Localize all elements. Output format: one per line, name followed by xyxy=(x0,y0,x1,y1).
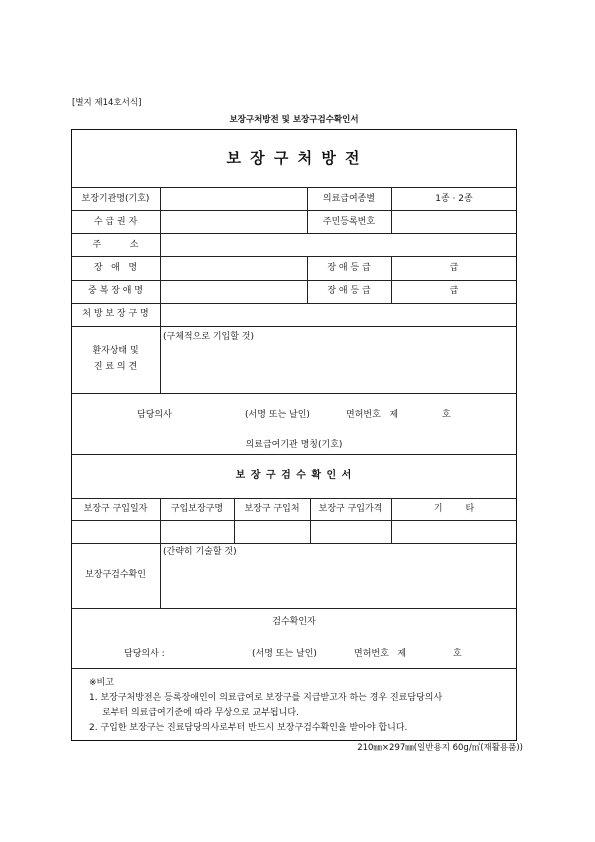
notes-item2: 2. 구입한 보장구는 진료담당의사로부터 반드시 보장구검수확인을 받아야 합니다. xyxy=(89,723,408,733)
header-device-name: 구입보장구명 xyxy=(170,504,224,514)
institution-label: 보장기관명(기호) xyxy=(81,194,150,204)
inspection-license-label: 면허번호 제 xyxy=(354,649,407,659)
confirm-note: (간략히 기술할 것) xyxy=(163,547,237,557)
institution-name-label: 의료급여기관 명칭(기호) xyxy=(245,440,343,450)
condition-label-1: 환자상태 및 xyxy=(92,346,139,356)
confirm-label: 보장구검수확인 xyxy=(85,570,146,580)
device-name-label: 처 방 보 장 구 명 xyxy=(82,309,149,319)
notes-item1-line2: 로부터 의료급여기준에 따라 무상으로 교부됩니다. xyxy=(102,708,299,718)
paper-size-footer: 210㎜×297㎜(일반용지 60g/㎡(재활용품)) xyxy=(357,743,523,753)
prescription-title: 보 장 구 처 방 전 xyxy=(226,149,362,167)
inspection-sign-note: (서명 또는 날인) xyxy=(252,649,317,659)
document-title: 보장구처방전 및 보장구검수확인서 xyxy=(229,115,359,125)
header-purchase-place: 보장구 구입처 xyxy=(244,504,300,514)
form-number: [별지 제14호서식] xyxy=(72,98,142,108)
grade-value-2: 급 xyxy=(449,286,459,296)
inspection-license-suffix: 호 xyxy=(453,649,462,659)
grade-label-1: 장 애 등 급 xyxy=(327,263,371,273)
recipient-label: 수 급 권 자 xyxy=(93,217,138,227)
notes-heading: ※비고 xyxy=(89,678,114,688)
resident-no-label: 주민등록번호 xyxy=(322,217,376,227)
license-label: 면허번호 제 xyxy=(346,410,399,420)
license-suffix: 호 xyxy=(442,410,451,420)
address-label: 주 소 xyxy=(92,240,139,250)
benefit-type-value: 1종 · 2종 xyxy=(435,194,473,204)
grade-label-2: 장 애 등 급 xyxy=(327,286,371,296)
disability-label: 장 애 명 xyxy=(93,263,138,273)
grade-value-1: 급 xyxy=(449,263,459,273)
notes-item1-line1: 1. 보장구처방전은 등록장애인이 의료급여로 보장구를 지급받고자 하는 경우 진료담당의사 xyxy=(89,693,443,703)
benefit-type-label: 의료급여종별 xyxy=(322,194,376,204)
inspection-title: 보 장 구 검 수 확 인 서 xyxy=(235,470,353,481)
condition-label-2: 진 료 의 견 xyxy=(93,362,138,372)
inspector-label: 검수확인자 xyxy=(272,617,316,627)
header-purchase-date: 보장구 구입일자 xyxy=(83,504,148,514)
sign-note: (서명 또는 날인) xyxy=(245,410,310,420)
doctor-label: 담당의사 xyxy=(137,410,172,420)
header-purchase-price: 보장구 구입가격 xyxy=(318,504,383,514)
inspection-doctor-label: 담당의사 : xyxy=(124,649,165,659)
header-other: 기 타 xyxy=(433,504,475,514)
condition-note: (구체적으로 기입할 것) xyxy=(163,332,254,342)
multi-disability-label: 중 복 장 애 명 xyxy=(88,286,143,296)
